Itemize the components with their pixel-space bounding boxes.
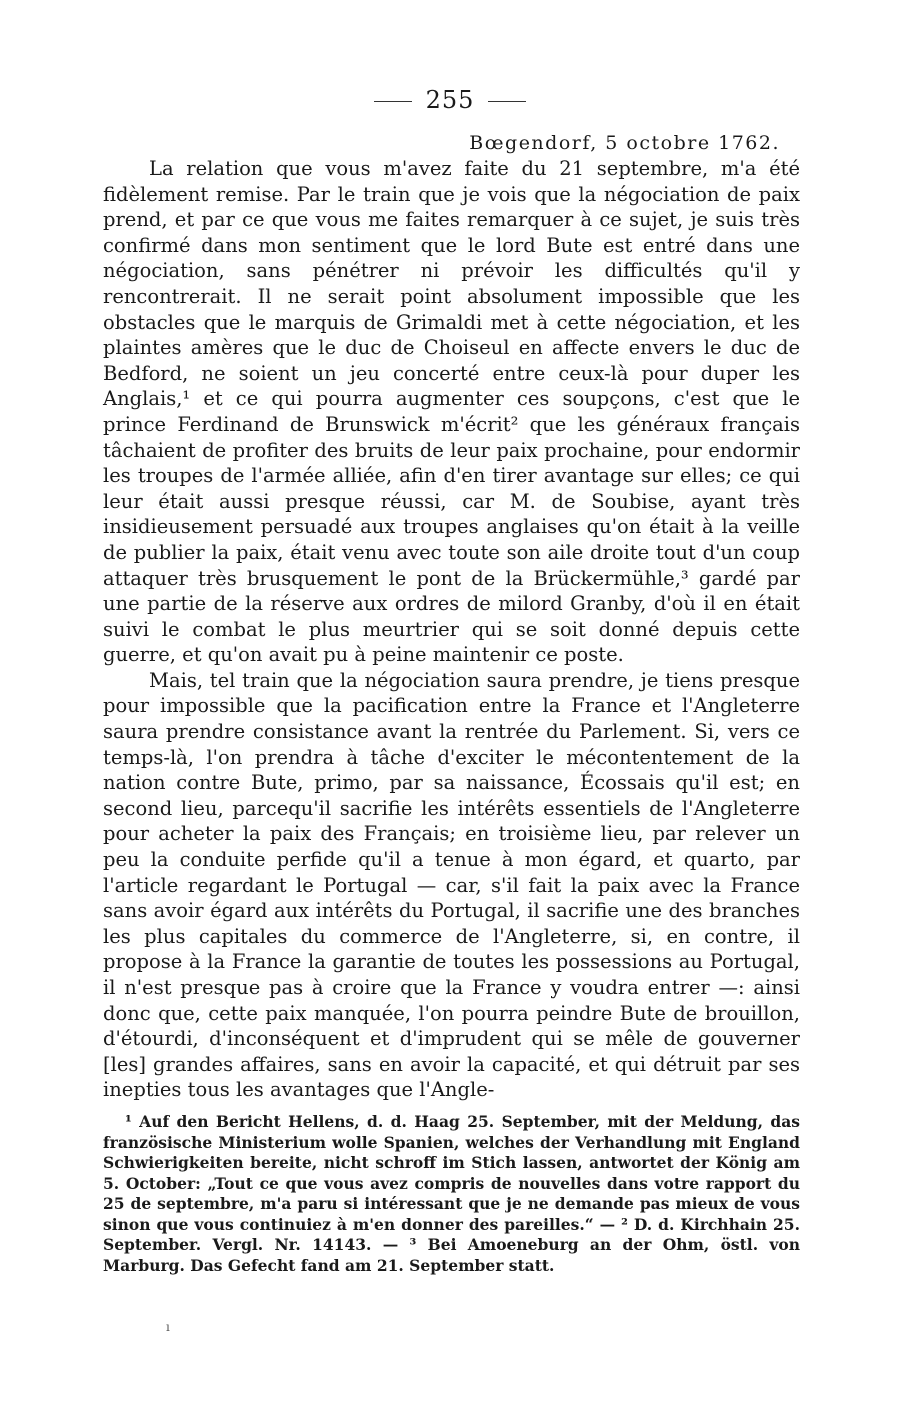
paragraph-1: La relation que vous m'avez faite du 21 septembre, m'a été fidèlement remise. Par le train que je vois que la négociation de paix prend, et par ce que vous me faites remarquer à ce sujet, je suis très confirmé dans mon sentiment que le lord Bute est entré dans une négociation, sans pénétrer ni prévoir les difficultés qu'il y rencontrerait. Il ne serait point absolument impossible que les obstacles que le marquis de Grimaldi met à cette négociation, et les plaintes amères que le duc de Choiseul en affecte envers le duc de Bedford, ne soient un jeu concerté entre ceux-là pour duper les Anglais,¹ et ce qui pourra augmenter ces soupçons, c'est que le prince Ferdinand de Brunswick m'écrit² que les généraux français tâchaient de profiter des bruits de leur paix prochaine, pour endormir les troupes de l'armée alliée, afin d'en tirer avantage sur elles; ce qui leur était aussi presque réussi, car M. de Soubise, ayant très insidieusement persuadé aux troupes anglaises qu'on était à la veille de publier la paix, était venu avec toute son aile droite tout d'un coup attaquer très brusquement le pont de la Brückermühle,³ gardé par une partie de la réserve aux ordres de milord Granby, d'où il en était suivi le combat le plus meurtrier qui se soit donné depuis cette guerre, et qu'on avait pu à peine maintenir ce poste. bbox=[103, 157, 800, 667]
letter-body bbox=[103, 156, 800, 1103]
letter-dateline: Bœgendorf, 5 octobre 1762. bbox=[469, 132, 780, 154]
paragraph-2: Mais, tel train que la négociation saura prendre, je tiens presque pour impossible que la pacification entre la France et l'Angleterre saura prendre consistance avant la rentrée du Parlement. Si, vers ce temps-là, l'on prendra à tâche d'exciter le mécontentement de la nation contre Bute, primo, par sa naissance, Écossais qu'il est; en second lieu, parcequ'il sacrifie les intérêts essentiels de l'Angleterre pour acheter la paix des Français; en troisième lieu, par relever un peu la conduite perfide qu'il a tenue à mon égard, et quarto, par l'article regardant le Portugal — car, s'il fait la paix avec la France sans avoir égard aux intérêts du Portugal, il sacrifie une des branches les plus capitales du commerce de l'Angleterre, si, en contre, il propose à la France la garantie de toutes les possessions au Portugal, il n'est presque pas à croire que la France y voudra entrer —: ainsi donc que, cette paix manquée, l'on pourra peindre Bute de brouillon, d'étourdi, d'inconséquent et d'imprudent qui se mêle de gouverner [les] grandes affaires, sans en avoir la capacité, et qui détruit par ses inepties tous les avantages que l'Angle- bbox=[103, 668, 800, 1102]
header-dash-right bbox=[488, 101, 526, 102]
page-header bbox=[0, 86, 900, 114]
footnote-text: ¹ Auf den Bericht Hellens, d. d. Haag 25. September, mit der Meldung, das französische Ministerium wolle Spanien, welches der Verhandlung mit England Schwierigkeiten bereite, nicht schroff im Stich lassen, antwortet der König am 5. October: „Tout ce que vous avez compris de nouvelles dans votre rapport du 25 de septembre, m'a paru si intéressant que je ne demande pas mieux de vous sinon que vous continuiez à m'en donner des pareilles.“ — ² D. d. Kirchhain 25. September. Vergl. Nr. 14143. — ³ Bei Amoeneburg an der Ohm, östl. von Marburg. Das Gefecht fand am 21. September statt. bbox=[103, 1112, 800, 1275]
header-dash-left bbox=[374, 101, 412, 102]
page-number: 255 bbox=[425, 86, 475, 114]
footnotes bbox=[103, 1112, 800, 1276]
page-mark: ı bbox=[166, 1320, 170, 1334]
